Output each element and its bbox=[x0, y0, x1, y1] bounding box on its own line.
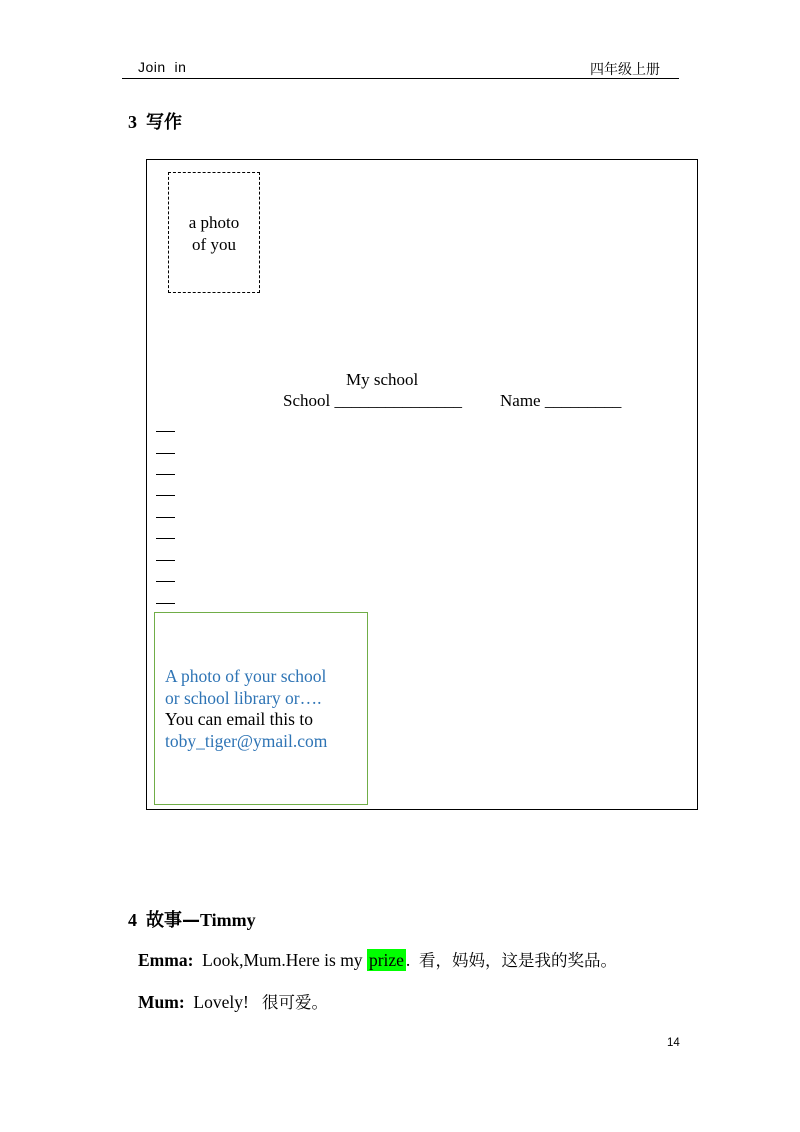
section-4-title-cn: 故事— bbox=[146, 910, 200, 931]
page-number: 14 bbox=[667, 1037, 680, 1049]
writing-line[interactable] bbox=[156, 538, 175, 539]
photo-placeholder-line1: a photo bbox=[188, 213, 240, 232]
writing-line[interactable] bbox=[156, 431, 175, 432]
school-field bbox=[283, 391, 462, 411]
dialogue-punctuation: . bbox=[405, 950, 411, 970]
email-address-link[interactable]: toby_tiger@ymail.com bbox=[165, 730, 328, 751]
photo-placeholder-text bbox=[168, 212, 260, 256]
school-photo-instructions bbox=[165, 666, 327, 752]
school-label: School bbox=[283, 391, 331, 410]
speaker-name: Emma: bbox=[138, 950, 194, 970]
highlighted-word: prize bbox=[368, 950, 404, 970]
writing-line[interactable] bbox=[156, 517, 175, 518]
form-heading: My school bbox=[346, 370, 419, 389]
writing-line[interactable] bbox=[156, 453, 175, 454]
header-divider bbox=[122, 78, 679, 79]
dialogue-line bbox=[138, 947, 617, 971]
school-blank[interactable]: _______________ bbox=[334, 391, 462, 410]
dialogue-translation: 很可爱。 bbox=[261, 993, 328, 1012]
section-4-title-en: Timmy bbox=[200, 910, 256, 930]
school-photo-line1: A photo of your school bbox=[165, 666, 327, 686]
writing-line[interactable] bbox=[156, 603, 175, 604]
section-4-heading bbox=[128, 906, 256, 932]
dialogue-text: Look,Mum.Here is my bbox=[202, 950, 363, 970]
writing-line[interactable] bbox=[156, 474, 175, 475]
writing-line[interactable] bbox=[156, 581, 175, 582]
header-left-title: Join in bbox=[138, 59, 187, 75]
name-blank[interactable]: _________ bbox=[544, 391, 622, 410]
header-grade-label: 四年级上册 bbox=[590, 62, 660, 78]
school-photo-line2: or school library or…. bbox=[165, 687, 322, 708]
email-prompt: You can email this to bbox=[165, 709, 313, 729]
speaker-name: Mum: bbox=[138, 992, 185, 1012]
name-field bbox=[500, 391, 621, 411]
section-4-number: 4 bbox=[128, 910, 137, 930]
dialogue-line bbox=[138, 989, 328, 1013]
section-3-number: 3 bbox=[128, 112, 137, 132]
dialogue-translation: 看，妈妈，这是我的奖品。 bbox=[419, 951, 618, 970]
writing-line[interactable] bbox=[156, 560, 175, 561]
section-3-title: 写作 bbox=[146, 112, 182, 133]
section-3-heading bbox=[128, 108, 182, 134]
writing-line[interactable] bbox=[156, 495, 175, 496]
photo-placeholder-line2: of you bbox=[192, 235, 236, 254]
dialogue-text: Lovely! bbox=[193, 992, 249, 1012]
name-label: Name bbox=[500, 391, 541, 410]
